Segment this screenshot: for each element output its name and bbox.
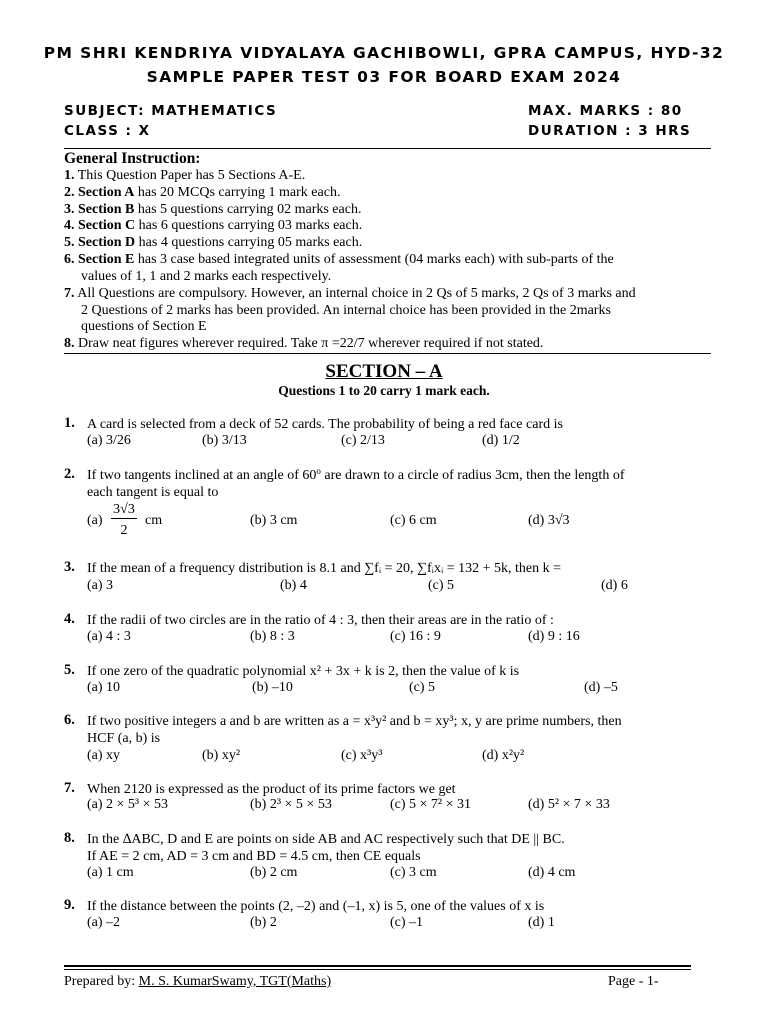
option-a-unit: cm xyxy=(145,513,163,528)
fraction-numerator: 3√3 xyxy=(111,502,137,519)
option-d: (d) 9 : 16 xyxy=(528,629,580,644)
option-c: (c) 5 × 7² × 31 xyxy=(390,797,472,812)
question-number: 2. xyxy=(64,466,75,482)
school-name: PM SHRI KENDRIYA VIDYALAYA GACHIBOWLI, GPRA CAMPUS, HYD-32 xyxy=(43,44,725,62)
instruction-item: 4. Section C has 6 questions carrying 03 marks each. xyxy=(64,218,363,233)
option-c: (c) 6 cm xyxy=(390,513,437,528)
fraction-denominator: 2 xyxy=(120,523,128,538)
option-a: (a) 10 xyxy=(87,680,121,695)
option-a-label: (a) xyxy=(87,513,103,528)
section-subtitle: Questions 1 to 20 carry 1 mark each. xyxy=(278,383,490,398)
question-text-continued: each tangent is equal to xyxy=(87,485,219,500)
instruction-item: 7. All Questions are compulsory. However, an internal choice in 2 Qs of 5 marks, 2 Qs of 3 marks and xyxy=(64,286,636,301)
question-number: 4. xyxy=(64,611,75,627)
question-number: 6. xyxy=(64,712,75,728)
option-b: (b) 2 xyxy=(250,915,277,930)
option-c: (c) 5 xyxy=(409,680,436,695)
option-d: (d) 4 cm xyxy=(528,865,576,880)
instruction-item: 8. Draw neat figures wherever required. Take π =22/7 wherever required if not stated. xyxy=(64,336,544,351)
instruction-item: 1. This Question Paper has 5 Sections A-E. xyxy=(64,168,306,183)
instructions-title: General Instruction: xyxy=(64,150,201,167)
option-b: (b) 2³ × 5 × 53 xyxy=(250,797,332,812)
footer-prepared-by xyxy=(64,974,331,990)
option-c: (c) 5 xyxy=(428,578,455,593)
footer-rule-thick xyxy=(64,965,691,967)
option-d: (d) x²y² xyxy=(482,748,525,763)
instruction-item: 5. Section D has 4 questions carrying 05 marks each. xyxy=(64,235,363,250)
question-number: 9. xyxy=(64,897,75,913)
question-text: If the radii of two circles are in the ratio of 4 : 3, then their areas are in the ratio of : xyxy=(87,613,554,628)
question-text: In the ∆ABC, D and E are points on side AB and AC respectively such that DE || BC. xyxy=(87,832,565,847)
option-d: (d) 6 xyxy=(601,578,628,593)
question-number: 8. xyxy=(64,830,75,846)
option-b: (b) 3 cm xyxy=(250,513,298,528)
question-text: If the distance between the points (2, –2) and (–1, x) is 5, one of the values of x is xyxy=(87,899,545,914)
option-b: (b) –10 xyxy=(252,680,293,695)
duration-label: DURATION : 3 HRS xyxy=(528,123,692,139)
instruction-item-continued: questions of Section E xyxy=(81,319,207,334)
option-a: (a) 1 cm xyxy=(87,865,134,880)
question-text-continued: HCF (a, b) is xyxy=(87,731,161,746)
option-b: (b) 3/13 xyxy=(202,433,247,448)
option-a: (a) –2 xyxy=(87,915,121,930)
question-text: If two positive integers a and b are written as a = x³y² and b = xy³; x, y are prime numbers, then xyxy=(87,714,622,729)
question-text: If two tangents inclined at an angle of 60$^o$ are drawn to a circle of radius 3cm, then the length of xyxy=(87,466,625,483)
option-c: (c) 16 : 9 xyxy=(390,629,441,644)
question-number: 5. xyxy=(64,662,75,678)
instruction-item-continued: 2 Questions of 2 marks has been provided. An internal choice has been provided in the 2marks xyxy=(81,303,611,318)
question-text: A card is selected from a deck of 52 cards. The probability of being a red face card is xyxy=(87,417,563,432)
option-a: (a) 3/26 xyxy=(87,433,131,448)
option-c: (c) –1 xyxy=(390,915,424,930)
option-a: (a) 2 × 5³ × 53 xyxy=(87,797,169,812)
option-a: (a) 4 : 3 xyxy=(87,629,131,644)
question-number: 7. xyxy=(64,780,75,796)
option-c: (c) x³y³ xyxy=(341,748,383,763)
option-c: (c) 2/13 xyxy=(341,433,385,448)
option-d: (d) 3√3 xyxy=(528,513,570,528)
header-divider xyxy=(64,148,711,149)
class-label: CLASS : X xyxy=(64,123,151,139)
option-a: (a) xy xyxy=(87,748,121,763)
author-name: M. S. KumarSwamy, TGT(Maths) xyxy=(138,974,332,989)
question-text: When 2120 is expressed as the product of its prime factors we get xyxy=(87,782,456,797)
option-d: (d) 5² × 7 × 33 xyxy=(528,797,610,812)
question-text-continued: If AE = 2 cm, AD = 3 cm and BD = 4.5 cm, then CE equals xyxy=(87,849,421,864)
instructions-divider xyxy=(64,353,711,354)
footer-rule-thin xyxy=(64,969,691,970)
instruction-item: 3. Section B has 5 questions carrying 02 marks each. xyxy=(64,202,362,217)
paper-title: SAMPLE PAPER TEST 03 FOR BOARD EXAM 2024 xyxy=(146,68,622,86)
option-d: (d) 1 xyxy=(528,915,555,930)
prepared-label: Prepared by: xyxy=(64,974,136,989)
option-b: (b) 2 cm xyxy=(250,865,298,880)
question-text: If one zero of the quadratic polynomial x² + 3x + k is 2, then the value of k is xyxy=(87,664,520,679)
instruction-item: 6. Section E has 3 case based integrated units of assessment (04 marks each) with sub-parts of the xyxy=(64,252,614,267)
question-number: 3. xyxy=(64,559,75,575)
option-b: (b) xy² xyxy=(202,748,241,763)
section-title: SECTION – A xyxy=(325,361,443,382)
subject-label: SUBJECT: MATHEMATICS xyxy=(64,103,278,119)
question-text: If the mean of a frequency distribution is 8.1 and ∑fᵢ = 20, ∑fᵢxᵢ = 132 + 5k, then k = xyxy=(87,561,562,576)
option-b: (b) 8 : 3 xyxy=(250,629,295,644)
option-c: (c) 3 cm xyxy=(390,865,437,880)
instruction-item-continued: values of 1, 1 and 2 marks each respectively. xyxy=(81,269,332,284)
option-a: (a) 3 xyxy=(87,578,114,593)
question-number: 1. xyxy=(64,415,75,431)
max-marks-label: MAX. MARKS : 80 xyxy=(528,103,683,119)
option-b: (b) 4 xyxy=(280,578,307,593)
option-d: (d) –5 xyxy=(584,680,618,695)
instruction-item: 2. Section A has 20 MCQs carrying 1 mark each. xyxy=(64,185,341,200)
option-d: (d) 1/2 xyxy=(482,433,520,448)
page-number: Page - 1- xyxy=(608,974,659,989)
